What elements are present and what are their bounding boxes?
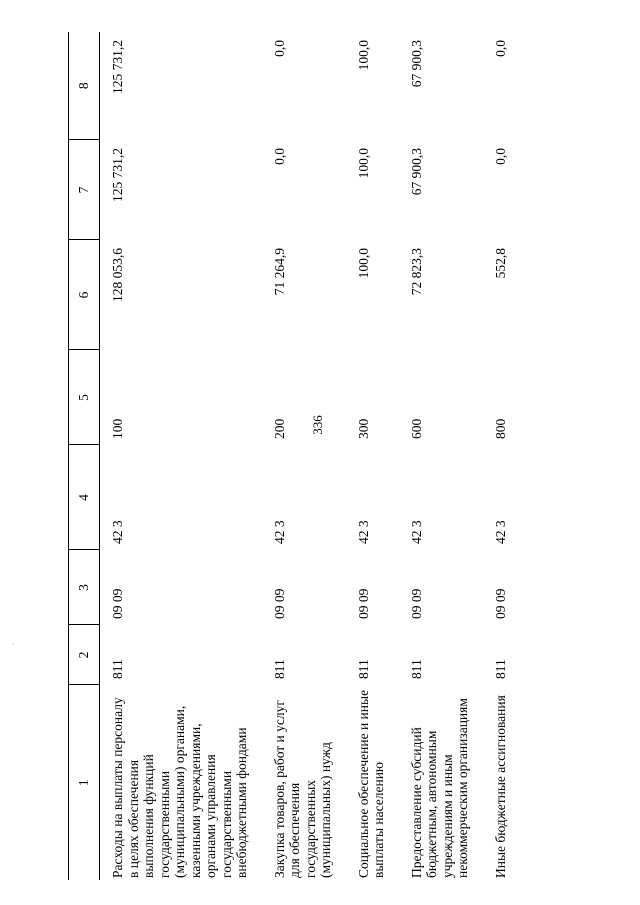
row-amount-1: 71 264,9 [271,248,287,296]
row-expense-type: 600 [408,418,424,439]
budget-table-rotated [68,32,588,880]
row-name: Расходы на выплаты персоналу в целях обеспечения выполнения функций государственными (муниципальными) органами, казенными учреждениями, органами управления государственными внебюджетными фондами [110,697,249,878]
row-name: Иные бюджетные ассигнования [492,695,508,878]
row-name: Социальное обеспечение и иные выплаты населению [355,689,386,878]
row-section-code: 09 09 [110,588,125,619]
row-amount-2: 0,0 [271,148,287,165]
header-col-5: 5 [69,350,100,445]
table-row [471,32,509,880]
row-amount-2: 100,0 [355,148,371,179]
header-col-6: 6 [69,240,100,350]
row-section-code: 09 09 [492,588,508,619]
table-row [100,32,250,880]
row-section-code: 09 09 [271,588,287,619]
table-row [250,32,334,880]
row-amount-1: 100,0 [355,248,371,279]
row-ministry-code: 811 [408,659,424,679]
row-ministry-code: 811 [271,659,287,679]
row-expense-type: 300 [355,418,371,439]
row-section-code: 09 09 [355,588,371,619]
budget-table [68,32,508,880]
row-name: Предоставление субсидий бюджетным, автономным учреждениям и иным некоммерческим организациям [408,698,470,878]
table-row [334,32,387,880]
header-col-8: 8 [69,32,100,140]
row-ministry-code: 811 [110,659,125,679]
header-col-3: 3 [69,550,100,625]
header-col-4: 4 [69,445,100,550]
row-amount-3: 0,0 [271,40,287,57]
row-amount-2: 0,0 [492,148,508,165]
row-amount-3: 0,0 [492,40,508,57]
row-ministry-code: 811 [492,659,508,679]
row-target-code: 42 3 [492,520,508,544]
row-target-code: 42 3 [271,520,287,544]
page-number: 336 [310,415,325,435]
row-target-code: 42 3 [110,520,125,544]
row-amount-3: 100,0 [355,40,371,71]
row-amount-2: 125 731,2 [110,148,125,202]
table-header-row [69,32,100,880]
row-expense-type: 100 [110,418,125,439]
header-col-1: 1 [69,685,100,880]
row-expense-type: 200 [271,418,287,439]
row-ministry-code: 811 [355,659,371,679]
row-section-code: 09 09 [408,588,424,619]
row-name: Закупка товаров, работ и услуг для обеспечения государственных (муниципальных) нужд [271,700,333,878]
row-expense-type: 800 [492,418,508,439]
row-amount-3: 125 731,2 [110,40,125,94]
row-amount-3: 67 900,3 [408,40,424,88]
header-col-7: 7 [69,140,100,240]
row-amount-1: 128 053,6 [110,248,125,302]
row-target-code: 42 3 [355,520,371,544]
row-amount-2: 67 900,3 [408,148,424,196]
row-target-code: 42 3 [408,520,424,544]
header-col-2: 2 [69,625,100,685]
row-amount-1: 552,8 [492,248,508,279]
table-row [387,32,471,880]
row-amount-1: 72 823,3 [408,248,424,296]
scan-mark: · [12,640,15,649]
